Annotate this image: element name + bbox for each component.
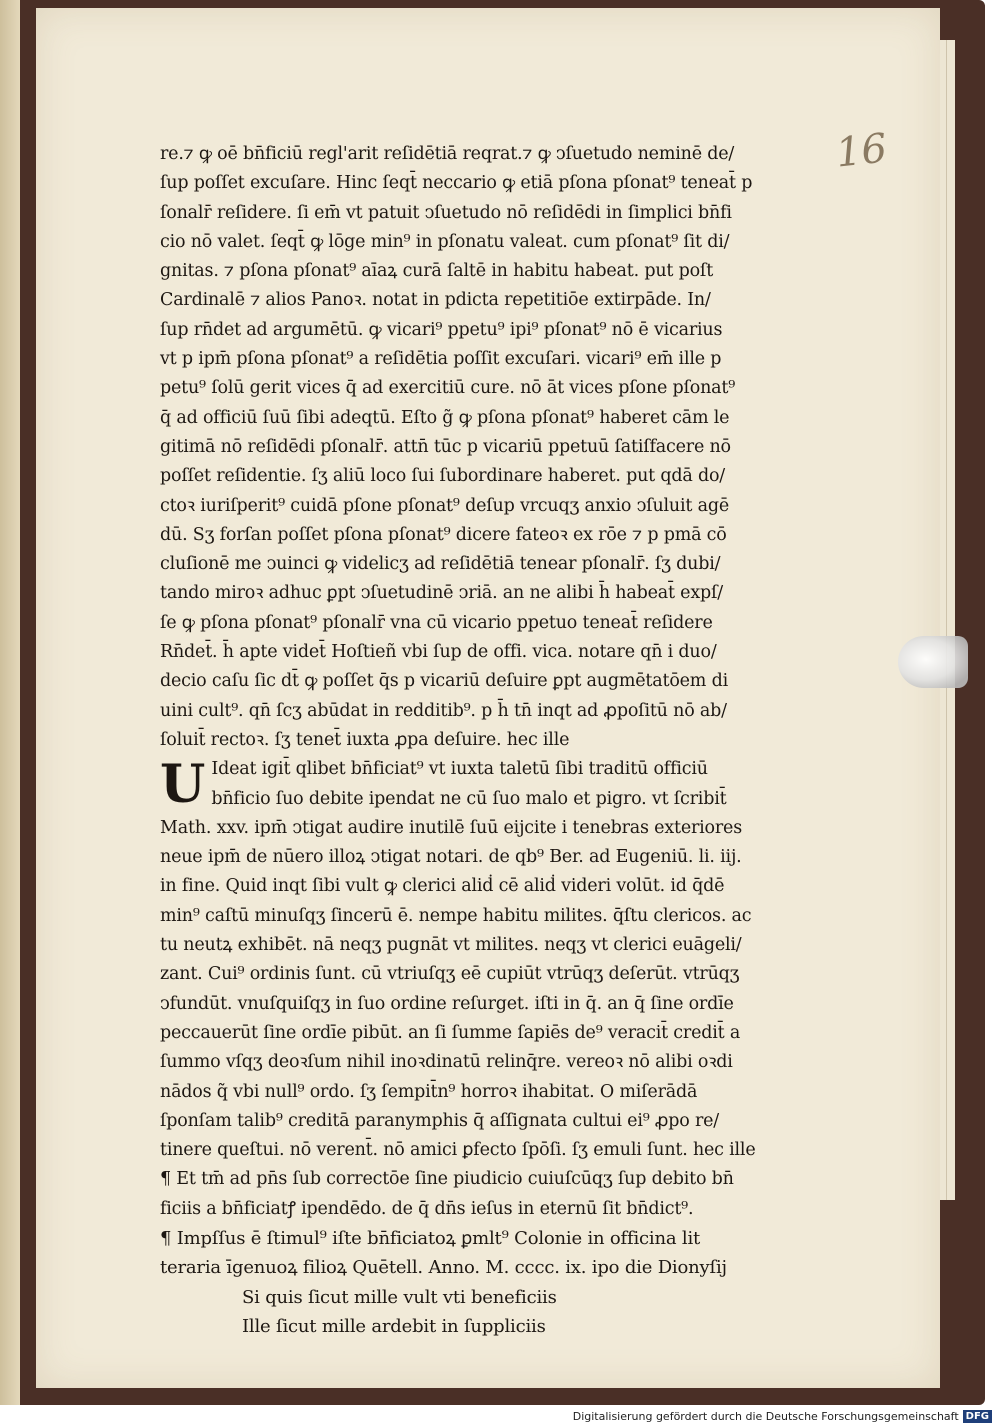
text-line: peccauerūt ſine ordīe pibūt. an ſi ſumme ſapiēs de⁹ veracit̄ credit̄ a xyxy=(160,1022,741,1043)
text-line: tu neutꝝ exhibēt. nā neqʒ pugnāt vt milites. neqʒ vt clerici euāgeli/ xyxy=(160,935,742,956)
text-line: in fine. Quid inqt ſibi vult ꝙ clerici aliḋ cē aliḋ videri volūt. id q̄dē xyxy=(160,876,725,897)
text-line: tinere queſtui. nō verent̄. nō amici ꝑfecto ſpōſi. ſʒ emuli ſunt. hec ille xyxy=(160,1140,756,1161)
text-line: re.⁊ ꝙ oē bn̄ficiū regl'arit reſidētiā reqrat.⁊ ꝙ ↄſuetudo neminē de/ xyxy=(160,144,735,164)
text-line: ſoluit̄ rectoꝛ. ſʒ tenet̄ iuxta ꝓpa deſuire. hec ille xyxy=(160,729,570,750)
text-line: cio nō valet. ſeqt̄ ꝙ lōge min⁹ in pſonatu valeat. cum pſonat⁹ ſit di/ xyxy=(160,231,730,252)
text-line: cluſionē me ↄuinci ꝙ videlicʒ ad reſidētiā tenear pſonalr̄. ſʒ dubi/ xyxy=(160,554,721,575)
text-line: teraria īgenuoꝝ filioꝝ Quētell. Anno. M. cccc. ix. ipo die Dionyſij xyxy=(160,1257,727,1279)
text-line: ctoꝛ iuriſperit⁹ cuidā pſone pſonat⁹ deſup vrcuqʒ anxio ↄſuluit agē xyxy=(160,495,729,516)
text-line: ſonalr̄ reſidere. ſi em̄ vt patuit ↄſuetudo nō reſidēdi in ſimplici bn̄fi xyxy=(160,202,732,223)
text-line: decio caſu ſic dt̄ ꝙ poſſet q̄s p vicariū deſuire ꝑpt augmētatōem di xyxy=(160,671,728,692)
footer-text: Digitalisierung gefördert durch die Deutsche Forschungsgemeinschaft xyxy=(572,1409,959,1423)
text-line: ¶ Impſſus ē ſtimul⁹ iſte bn̄ficiatoꝝ ꝑmlt⁹ Colonie in officina lit xyxy=(160,1227,701,1249)
text-line: q̄ ad officiū ſuū ſibi adeqtū. Eſto g̃ ꝙ pſona pſonat⁹ haberet cām le xyxy=(160,407,730,428)
text-line: nādos q̃ vbi null⁹ ordo. ſʒ ſempit̄n⁹ horroꝛ ihabitat. O miſerādā xyxy=(160,1081,698,1102)
text-line: ſup rn̄det ad argumētū. ꝙ vicari⁹ ppetu⁹ ipi⁹ pſonat⁹ nō ē vicarius xyxy=(160,319,723,340)
decorated-initial: U xyxy=(160,754,206,816)
text-line: gnitas. ⁊ pſona pſonat⁹ aīaꝝ curā ſaltē in habitu habeat. put poſt xyxy=(160,261,714,282)
text-line: min⁹ caſtū minuſqʒ ſincerū ē. nempe habitu milites. q̄ſtu clericos. ac xyxy=(160,905,752,926)
text-line: gitimā nō reſidēdi pſonalr̄. attn̄ tūc p vicariū ppetuū ſatiſfacere nō xyxy=(160,436,731,457)
text-line: poſſet reſidentie. ſʒ aliū loco ſui ſubordinare haberet. put qdā do/ xyxy=(160,466,725,487)
text-line: ſe ꝙ pſona pſonat⁹ pſonalr̄ vna cū vicario ppetuo teneat̄ reſidere xyxy=(160,612,713,633)
text-line: ſummo vſqʒ deoꝛſum nihil inoꝛdinatū relinq̄re. vereoꝛ nō alibi oꝛdi xyxy=(160,1052,733,1073)
text-line: petu⁹ ſolū gerit vices q̄ ad exercitiū cure. nō āt vices pſone pſonat⁹ xyxy=(160,378,736,399)
text-line: ¶ Et tm̄ ad pn̄s ſub correctōe ſine piudicio cuiuſcūqʒ ſup debito bn̄ xyxy=(160,1169,734,1190)
digitization-footer xyxy=(573,1406,992,1426)
colophon xyxy=(160,1224,800,1283)
page-stack-edge xyxy=(946,40,955,1200)
text-block xyxy=(160,140,800,1341)
text-line: uini cult⁹. qn̄ ſcʒ abūdat in redditib⁹. p h̄ tn̄ inqt ad ꝓpoſitū nō ab/ xyxy=(160,700,727,721)
paragraph-2 xyxy=(160,755,800,1224)
left-page-edge xyxy=(0,0,20,1405)
text-line: zant. Cui⁹ ordinis ſunt. cū vtriuſqʒ eē cupiūt vtrūqʒ deſerūt. vtrūqʒ xyxy=(160,964,740,985)
text-line: neue ipm̄ de nūero illoꝝ ↄtigat notari. de qb⁹ Ber. ad Eugeniū. li. iij. xyxy=(160,847,742,868)
text-line: vt p ipm̄ pſona pſonat⁹ a reſidētia poſſit excuſari. vicari⁹ em̄ ille p xyxy=(160,349,722,370)
text-line: dū. Sʒ forſan poſſet pſona pſonat⁹ dicere fateoꝛ ex rōe ⁊ p pmā cō xyxy=(160,524,727,545)
dfg-logo: DFG xyxy=(963,1410,992,1423)
text-line: Ideat igit̄ qlibet bn̄ficiat⁹ vt iuxta taletū ſibi traditū officiū xyxy=(211,759,708,780)
text-line: ſup poſſet excuſare. Hinc ſeqt̄ neccario ꝙ etiā pſona pſonat⁹ teneat̄ p xyxy=(160,173,753,194)
text-line: Math. xxv. ipm̄ ↄtigat audire inutilē ſuū eijcite i tenebras exteriores xyxy=(160,817,742,838)
text-line: Ille ſicut mille ardebit in ſuppliciis xyxy=(242,1315,546,1337)
text-line: tando miroꝛ adhuc ꝑpt ↄſuetudinē ↄriā. an ne alibi h̄ habeat̄ expſ/ xyxy=(160,583,723,604)
folio-number: 16 xyxy=(833,125,890,177)
text-line: ficiis a bn̄ficiatꝭ ipendēdo. de q̄ dn̄s ieſus in eternū ſit bn̄dict⁹. xyxy=(160,1198,694,1219)
closing-verse xyxy=(160,1283,800,1342)
text-line: Si quis ſicut mille vult vti beneficiis xyxy=(242,1286,557,1308)
text-line: bn̄ficio ſuo debite ipendat ne cū ſuo malo et pigro. vt ſcribit̄ xyxy=(211,788,727,809)
text-line: Cardinalē ⁊ alios Panoꝛ. notat in pdicta repetitiōe extirpāde. In/ xyxy=(160,290,711,311)
text-line: ſponſam talib⁹ creditā paranymphis q̄ aſſignata cultui ei⁹ ꝓpo re/ xyxy=(160,1110,719,1131)
text-line: Rn̄det̄. h̄ apte videt̄ Hoſtieñ vbi ſup de offi. vica. notare qn̄ i duo/ xyxy=(160,642,717,663)
paragraph-1 xyxy=(160,140,800,755)
text-line: ↄfundūt. vnuſquiſqʒ in ſuo ordine reſurget. iſti in q̄. an q̄ ſine ordīe xyxy=(160,993,734,1014)
page-clip xyxy=(898,636,968,688)
